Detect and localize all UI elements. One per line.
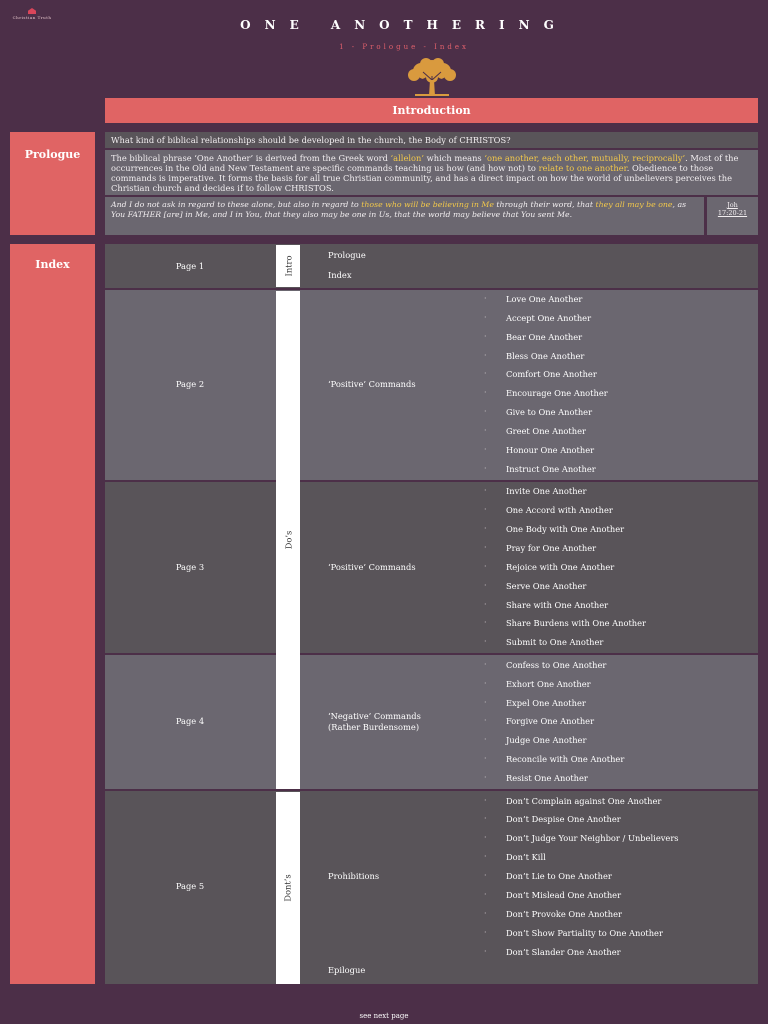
bullet-icon: · (484, 796, 487, 805)
bullet-icon: · (484, 426, 487, 435)
category-title: ‘Negative’ Commands (328, 711, 421, 721)
dos-tab-label-wrap (276, 291, 300, 789)
introduction-banner[interactable]: Introduction (105, 98, 758, 123)
category-label: ‘Positive’ Commands (328, 562, 416, 572)
intro-tab-label: Intro (282, 255, 293, 277)
bullet-icon: · (484, 505, 487, 514)
item-label: Don’t Show Partiality to One Another (506, 928, 663, 938)
item-label: Confess to One Another (506, 660, 607, 670)
item-label: Comfort One Another (506, 369, 597, 379)
item-label: Expel One Another (506, 698, 586, 708)
logo-text: Christian Truth (12, 15, 52, 20)
prologue-text: . Most of the occurrences in the Old and New Testament are specific commands teaching us how (and how not) to (111, 153, 739, 173)
bullet-icon: · (484, 618, 487, 627)
item-label: Encourage One Another (506, 388, 608, 398)
bullet-icon: · (484, 464, 487, 473)
item-label: Invite One Another (506, 486, 587, 496)
item-label: Give to One Another (506, 407, 593, 417)
item-label: Accept One Another (506, 313, 592, 323)
scripture-reference-link[interactable] (707, 197, 758, 235)
prologue-text: . Obedience to those commands is imperative. It forms the basis for all true Christian community, and has a direct impact on how the world of unbelievers perceives the Christian church and decides if to follow CHRISTOS. (111, 163, 732, 193)
prologue-highlight: relate to one another (538, 163, 627, 173)
item-label: Greet One Another (506, 426, 586, 436)
prologue-highlight: ‘one another, each other, mutually, reciprocally’ (484, 153, 686, 163)
bullet-icon: · (484, 524, 487, 533)
category-label: ‘Positive’ Commands (328, 379, 416, 389)
item-label: Love One Another (506, 294, 583, 304)
bullet-icon: · (484, 486, 487, 495)
next-page-link[interactable]: see next page (359, 1012, 409, 1020)
item-label: Honour One Another (506, 445, 595, 455)
prologue-text: which means (423, 153, 485, 163)
item-label: One Body with One Another (506, 524, 625, 534)
item-label: Don’t Despise One Another (506, 814, 621, 824)
bullet-icon: · (484, 313, 487, 322)
donts-tab-label-wrap (276, 792, 300, 984)
item-label: Instruct One Another (506, 464, 596, 474)
item-label: Rejoice with One Another (506, 562, 615, 572)
donts-tab-label: Dont’s (283, 874, 294, 902)
bullet-icon: · (484, 388, 487, 397)
item-label: Bear One Another (506, 332, 583, 342)
tree-logo-icon (403, 56, 461, 96)
item-label: Share with One Another (506, 600, 609, 610)
bullet-icon: · (484, 773, 487, 782)
breadcrumb-prologue[interactable]: Prologue (362, 43, 419, 51)
index-section-label: Index (10, 244, 95, 984)
bullet-icon: · (484, 332, 487, 341)
bullet-icon: · (484, 928, 487, 937)
page-4-link[interactable]: Page 4 (175, 716, 205, 726)
breadcrumb (0, 43, 768, 51)
house-logo-icon (28, 8, 36, 14)
page-3-link[interactable]: Page 3 (175, 562, 205, 572)
item-label: Forgive One Another (506, 716, 595, 726)
page-2-link[interactable]: Page 2 (175, 379, 205, 389)
bullet-icon: · (484, 637, 487, 646)
index-row-page-4 (105, 655, 758, 789)
item-label: Exhort One Another (506, 679, 591, 689)
page-title: ONE ANOTHERING (240, 18, 568, 32)
item-label: Submit to One Another (506, 637, 604, 647)
epilogue-link[interactable]: Epilogue (328, 965, 366, 975)
index-row-page-5 (105, 791, 758, 984)
bullet-icon: · (484, 562, 487, 571)
bullet-icon: · (484, 852, 487, 861)
bullet-icon: · (484, 735, 487, 744)
breadcrumb-separator: - (423, 43, 429, 51)
item-label: Don’t Judge Your Neighbor / Unbelievers (506, 833, 679, 843)
item-label: Don’t Complain against One Another (506, 796, 662, 806)
breadcrumb-index[interactable]: Index (434, 43, 469, 51)
bullet-icon: · (484, 890, 487, 899)
category-subtitle: (Rather Burdensome) (328, 722, 420, 732)
prologue-text: The biblical phrase ‘One Another’ is derived from the Greek word (111, 153, 391, 163)
bullet-icon: · (484, 369, 487, 378)
item-label: Share Burdens with One Another (506, 618, 647, 628)
bullet-icon: · (484, 543, 487, 552)
bullet-icon: · (484, 947, 487, 956)
reference-book: Joh (727, 201, 738, 209)
verse-text: , as You FATHER [are] in Me, and I in You, that they also may be one in Us, that the world may believe that You sent Me. (111, 200, 687, 219)
dos-tab-label: Do’s (282, 530, 293, 550)
page-5-link[interactable]: Page 5 (175, 881, 205, 891)
index-row-page-2 (105, 290, 758, 480)
bullet-icon: · (484, 600, 487, 609)
bullet-icon: · (484, 294, 487, 303)
bullet-icon: · (484, 871, 487, 880)
bullet-icon: · (484, 581, 487, 590)
prologue-question: What kind of biblical relationships should be developed in the church, the Body of CHRISTOS? (105, 132, 758, 148)
item-label: Serve One Another (506, 581, 587, 591)
bullet-icon: · (484, 716, 487, 725)
item-label: Bless One Another (506, 351, 585, 361)
bullet-icon: · (484, 660, 487, 669)
item-label: Don’t Kill (506, 852, 546, 862)
item-label: Don’t Lie to One Another (506, 871, 612, 881)
bullet-icon: · (484, 679, 487, 688)
bullet-icon: · (484, 351, 487, 360)
item-label: Pray for One Another (506, 543, 597, 553)
reference-verses: 17:20-21 (717, 209, 748, 217)
item-label: Don’t Mislead One Another (506, 890, 622, 900)
item-label: Judge One Another (506, 735, 587, 745)
category-label: Prohibitions (328, 871, 380, 881)
breadcrumb-separator: - (351, 43, 358, 51)
intro-tab-label-wrap (276, 245, 300, 287)
verse-highlight: those who will be believing in Me (361, 200, 494, 209)
bullet-icon: · (484, 909, 487, 918)
bullet-icon: · (484, 698, 487, 707)
index-row-page-1 (105, 244, 758, 288)
page-1-link[interactable]: Page 1 (175, 261, 205, 271)
prologue-paragraph (105, 150, 758, 195)
item-label: Don’t Provoke One Another (506, 909, 622, 919)
index-link[interactable]: Index (328, 270, 352, 280)
bullet-icon: · (484, 754, 487, 763)
bullet-icon: · (484, 814, 487, 823)
verse-highlight: they all may be one (595, 200, 673, 209)
scripture-verse (105, 197, 704, 235)
bullet-icon: · (484, 445, 487, 454)
index-row-page-3 (105, 482, 758, 653)
prologue-link[interactable]: Prologue (328, 250, 366, 260)
verse-text: through their word, that (493, 200, 596, 209)
item-label: One Accord with Another (506, 505, 613, 515)
prologue-section-label: Prologue (10, 132, 95, 235)
bullet-icon: · (484, 407, 487, 416)
bullet-icon: · (484, 833, 487, 842)
item-label: Don’t Slander One Another (506, 947, 621, 957)
category-label (328, 711, 421, 733)
item-label: Resist One Another (506, 773, 588, 783)
verse-text: And I do not ask in regard to these alone, but also in regard to (111, 200, 362, 209)
prologue-highlight: ‘allelon’ (390, 153, 424, 163)
breadcrumb-page-number[interactable]: 1 (339, 43, 347, 51)
item-label: Reconcile with One Another (506, 754, 625, 764)
